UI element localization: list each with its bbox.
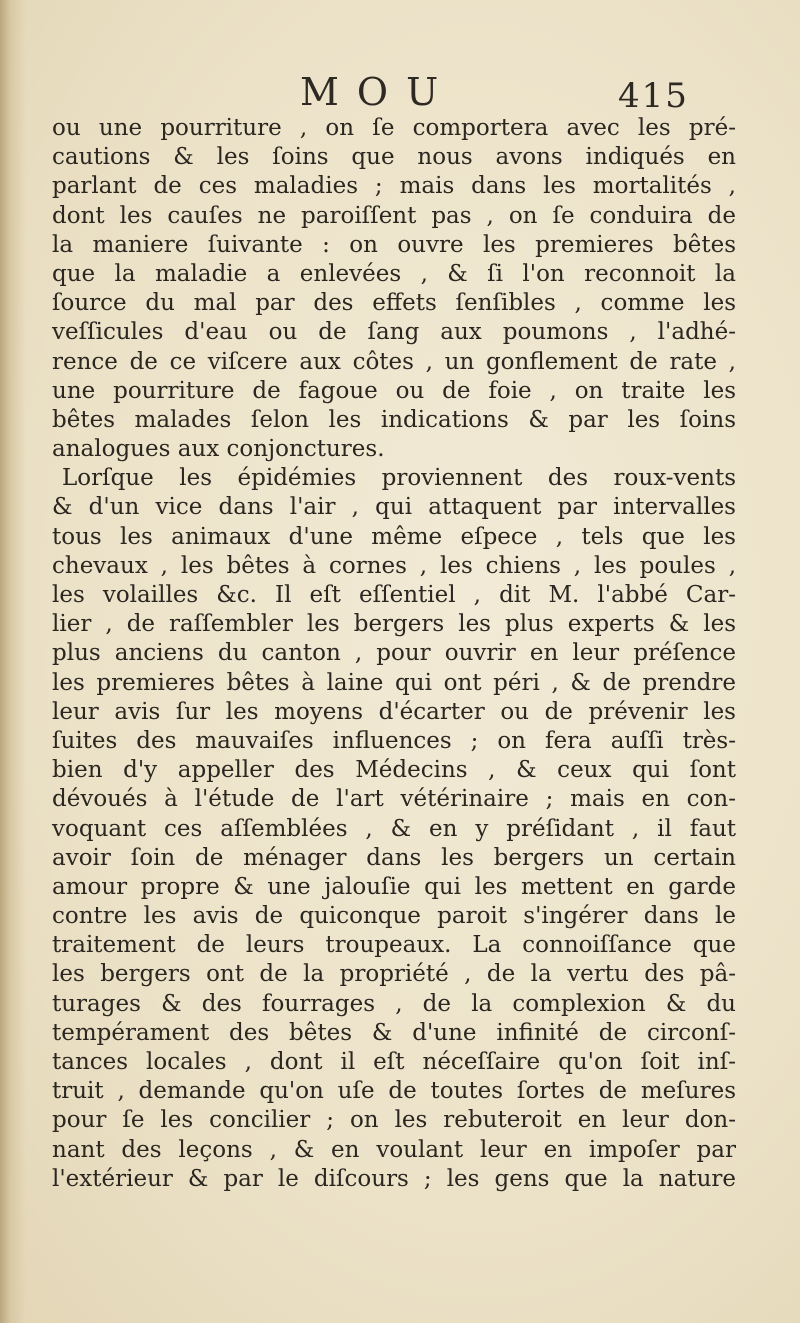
- text-line: pour ſe les concilier ; on les rebuteroit en leur don-: [52, 1107, 736, 1134]
- text-line: une pourriture de fagoue ou de foie , on traite les: [52, 377, 736, 404]
- page-number: 415: [618, 76, 689, 116]
- text-line: que la maladie a enlevées , & ſi l'on reconnoit la: [52, 260, 736, 287]
- text-line: dont les cauſes ne paroiſſent pas , on ſe conduira de: [52, 202, 736, 229]
- text-line: tempérament des bêtes & d'une infinité de circonſ-: [52, 1019, 736, 1046]
- text-line: ſuites des mauvaiſes influences ; on fera auſſi très-: [52, 727, 736, 754]
- text-line: veſſicules d'eau ou de ſang aux poumons , l'adhé-: [52, 319, 736, 346]
- text-line: amour propre & une jalouſie qui les mettent en garde: [52, 873, 736, 900]
- running-head: [0, 70, 800, 116]
- binding-gutter: [0, 0, 26, 1323]
- text-line: ſource du mal par des effets ſenſibles , comme les: [52, 290, 736, 317]
- text-line: contre les avis de quiconque paroit s'ingérer dans le: [52, 903, 736, 930]
- text-line: tances locales , dont il eſt néceſſaire qu'on ſoit inſ-: [52, 1049, 736, 1075]
- text-line: bien d'y appeller des Médecins , & ceux qui ſont: [52, 757, 736, 784]
- text-line: voquant ces aſſemblées , & en y préſidant , il faut: [52, 815, 736, 842]
- text-line: nant des leçons , & en voulant leur en impoſer par: [52, 1136, 736, 1163]
- text-line: lier , de raſſembler les bergers les plus experts & les: [52, 611, 736, 638]
- text-line: les bergers ont de la propriété , de la vertu des pâ-: [52, 961, 736, 988]
- text-line: analogues aux conjonctures.: [52, 436, 385, 463]
- text-line: traitement de leurs troupeaux. La connoiſſance que: [52, 932, 736, 959]
- text-line: cautions & les ſoins que nous avons indiqués en: [52, 144, 736, 171]
- text-line: la maniere ſuivante : on ouvre les premieres bêtes: [52, 231, 736, 258]
- text-line: & d'un vice dans l'air , qui attaquent par intervalles: [52, 494, 736, 521]
- paragraph-start-line: Lorſque les épidémies proviennent des roux-vents: [62, 465, 736, 492]
- text-line: truit , demande qu'on uſe de toutes ſortes de meſures: [52, 1078, 736, 1105]
- text-line: les volailles &c. Il eſt eſſentiel , dit M. l'abbé Car-: [52, 582, 736, 608]
- text-line: turages & des fourrages , de la complexion & du: [52, 990, 736, 1017]
- text-line: parlant de ces maladies ; mais dans les mortalités ,: [52, 173, 736, 200]
- text-line: bêtes malades ſelon les indications & par les ſoins: [52, 406, 736, 433]
- text-line: les premieres bêtes à laine qui ont péri , & de prendre: [52, 669, 736, 696]
- text-line: chevaux , les bêtes à cornes , les chiens , les poules ,: [52, 552, 736, 579]
- text-line: l'extérieur & par le diſcours ; les gens que la nature: [52, 1165, 736, 1192]
- running-title: MOU: [300, 70, 457, 114]
- text-line: avoir ſoin de ménager dans les bergers un certain: [52, 844, 736, 871]
- text-line: dévoués à l'étude de l'art vétérinaire ; mais en con-: [52, 786, 736, 813]
- body-text: [52, 114, 736, 1194]
- text-line: rence de ce viſcere aux côtes , un gonflement de rate ,: [52, 348, 736, 375]
- text-line: leur avis ſur les moyens d'écarter ou de prévenir les: [52, 698, 736, 725]
- text-line: tous les animaux d'une même eſpece , tels que les: [52, 523, 736, 550]
- text-line: ou une pourriture , on ſe comportera avec les pré-: [52, 115, 736, 141]
- text-line: plus anciens du canton , pour ouvrir en leur préſence: [52, 640, 736, 667]
